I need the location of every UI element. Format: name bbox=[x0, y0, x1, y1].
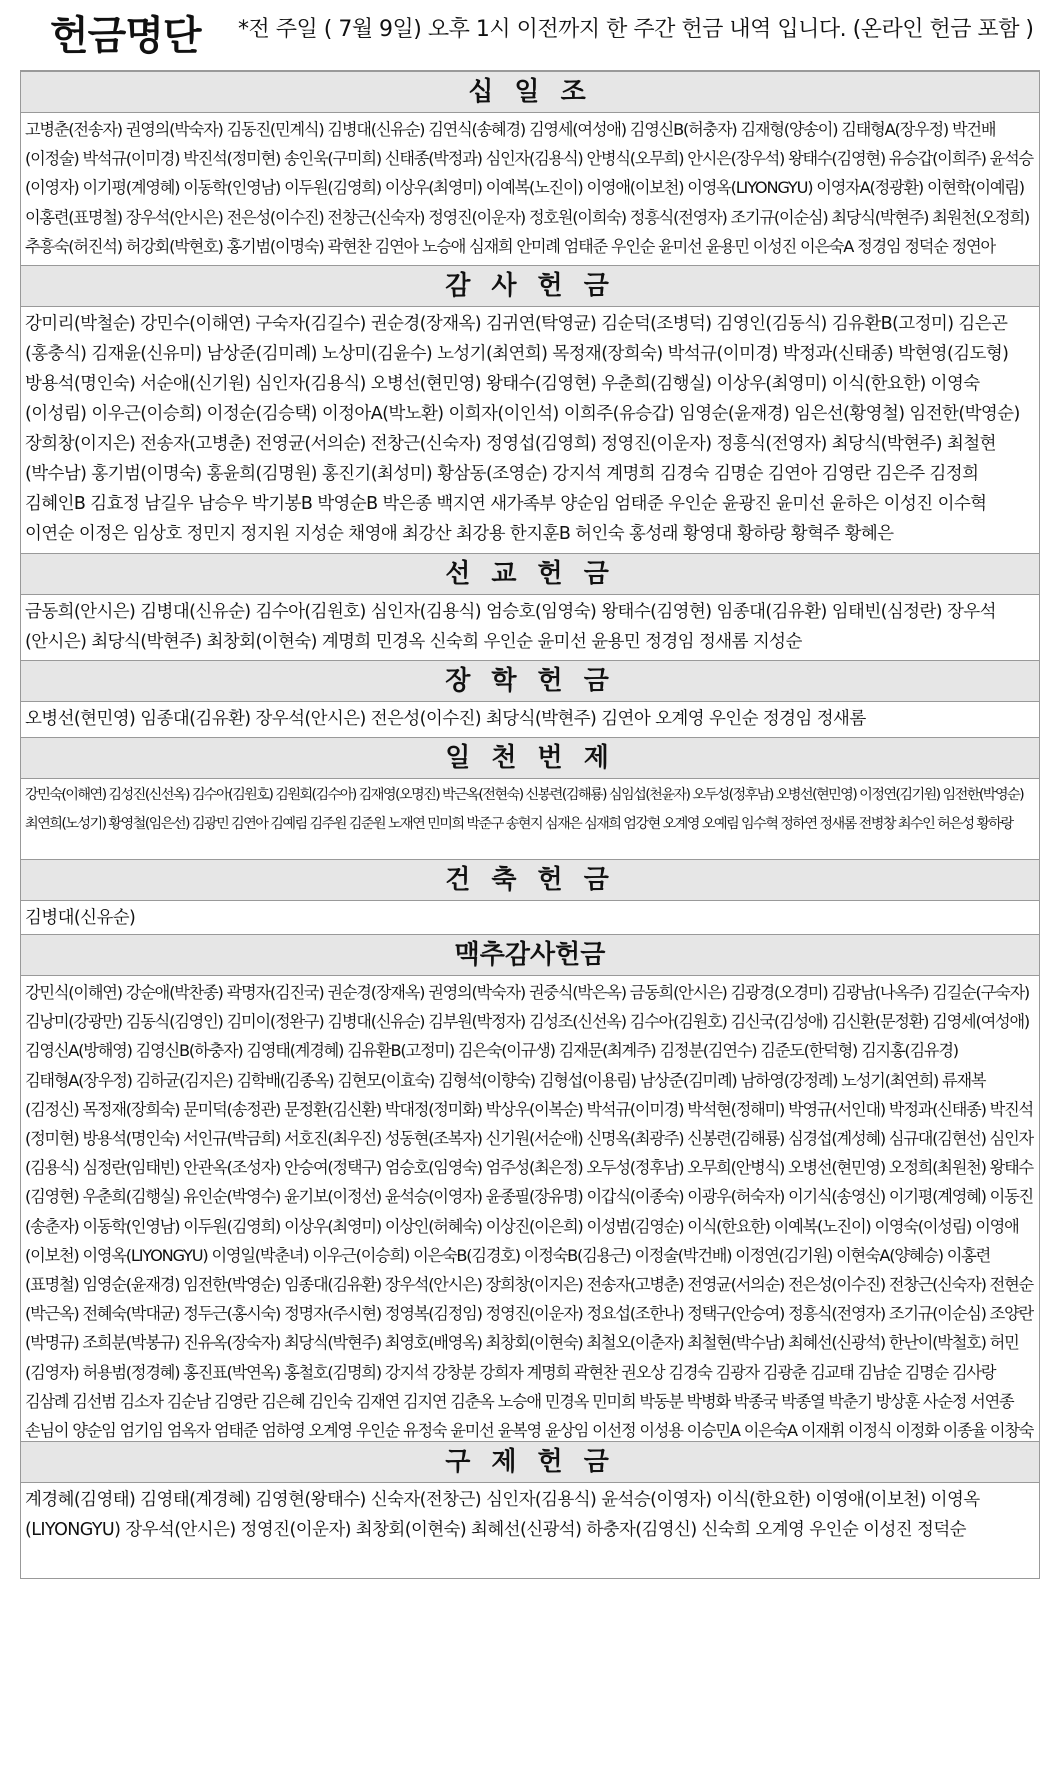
section-title-mission: 선 교 헌 금 bbox=[21, 554, 1039, 595]
section-title-scholarship: 장 학 헌 금 bbox=[21, 661, 1039, 702]
section-names-tithe: 고병춘(전송자) 권영의(박숙자) 김동진(민계식) 김병대(신유순) 김연식(송혜경) 김영세(여성애) 김영신B(허충자) 김재형(양송이) 김태형A(장우정) 박건배(이정술) 박석규(이미경) 박진석(정미현) 송인욱(구미희) 신태종(박정과) 심인자(김용식) 안병식(오무희) 안시은(장우석) 왕태수(김영현) 유승갑(이희주) 윤석승(이영자) 이기평(계영혜) 이동학(인영남) 이두원(김영희) 이상우(최영미) 이예복(노진이) 이영애(이보천) 이영옥(LIYONGYU) 이영자A(정광환) 이현학(이예림) 이홍련(표명철) 장우석(안시은) 전은성(이수진) 전창근(신숙자) 정영진(이운자) 정호원(이희숙) 정흥식(전영자) 조기규(이순심) 최당식(박현주) 최원천(오정희) 추흥숙(허진석) 허강회(박현호) 홍기범(이명숙) 곽현찬 김연아 노승애 심재희 안미례 엄태준 우인순 윤미선 윤용민 이성진 이은숙A 정경임 정덕순 정연아 bbox=[21, 113, 1039, 266]
section-title-thanksgiving: 감 사 헌 금 bbox=[21, 266, 1039, 307]
page-title: 헌금명단 bbox=[50, 13, 201, 59]
section-title-building: 건 축 헌 금 bbox=[21, 860, 1039, 901]
section-names-mission: 금동희(안시은) 김병대(신유순) 김수아(김원호) 심인자(김용식) 엄승호(임영숙) 왕태수(김영현) 임종대(김유환) 임태빈(심정란) 장우석(안시은) 최당식(박현주) 최창회(이현숙) 계명희 민경옥 신숙희 우인순 윤미선 윤용민 정경임 정새롬 지성순 bbox=[21, 595, 1039, 661]
notice-text: *전 주일 ( 7월 9일) 오후 1시 이전까지 한 주간 헌금 내역 입니다. (온라인 헌금 포함 ) bbox=[238, 17, 1034, 42]
section-names-scholarship: 오병선(현민영) 임종대(김유환) 장우석(안시은) 전은성(이수진) 최당식(박현주) 김연아 오계영 우인순 정경임 정새롬 bbox=[21, 702, 1039, 738]
section-names-thousand-offering: 강민숙(이해연) 김성진(신선옥) 김수아(김원호) 김원회(김수아) 김재영(오명진) 박근옥(전현숙) 신봉련(김해룡) 심임섭(천윤자) 오두성(정후남) 오병선(현민영) 이정연(김기원) 임전한(박영순) 최연희(노성기) 황영철(임은선) 김광민 김연아 김예림 김주원 김준원 노재연 민미희 박준구 송현지 심재은 심재희 엄강현 오계영 오예림 임수혁 정하연 정새롬 전병창 최수인 허은성 황하랑 bbox=[21, 779, 1039, 860]
section-title-tithe: 십 일 조 bbox=[21, 72, 1039, 113]
section-title-thousand-offering: 일 천 번 제 bbox=[21, 738, 1039, 779]
section-names-relief: 계경혜(김영태) 김영태(계경혜) 김영현(왕태수) 신숙자(전창근) 심인자(김용식) 윤석승(이영자) 이식(한요한) 이영애(이보천) 이영옥(LIYONGYU) 장우석(안시은) 정영진(이운자) 최창회(이현숙) 최혜선(신광석) 하충자(김영신) 신숙희 오계영 우인순 이성진 정덕순 bbox=[21, 1483, 1039, 1579]
section-names-building: 김병대(신유순) bbox=[21, 901, 1039, 935]
section-names-harvest-thanksgiving: 강민식(이해연) 강순애(박찬종) 곽명자(김진국) 권순경(장재옥) 권영의(박숙자) 권중식(박은옥) 금동희(안시은) 김광경(오경미) 김광남(나옥주) 김길순(구숙자) 김낭미(강광만) 김동식(김영인) 김미이(정완구) 김병대(신유순) 김부원(박정자) 김성조(신선옥) 김수아(김원호) 김신국(김성애) 김신환(문정환) 김영세(여성애) 김영신A(방해영) 김영신B(하충자) 김영태(계경혜) 김유환B(고정미) 김은숙(이규생) 김재문(최계주) 김정분(김연수) 김준도(한덕형) 김지홍(김유경) 김태형A(장우정) 김하균(김지은) 김학배(김종옥) 김현모(이효숙) 김형석(이향숙) 김형섭(이용림) 남상준(김미례) 남하영(강정례) 노성기(최연희) 류재복(김정신) 목정재(장희숙) 문미덕(송정관) 문정환(김신환) 박대정(정미화) 박상우(이복순) 박석규(이미경) 박석현(정해미) 박영규(서인대) 박정과(신태종) 박진석(정미현) 방용석(명인숙) 서인규(박금희) 서호진(최우진) 성동현(조복자) 신기원(서순애) 신명옥(최광주) 신봉련(김해룡) 심경섭(계성혜) 심규대(김현선) 심인자(김용식) 심정란(임태빈) 안관옥(조성자) 안승여(정택구) 엄승호(임영숙) 엄주성(최은정) 오두성(정후남) 오무희(안병식) 오병선(현민영) 오정희(최원천) 왕태수(김영현) 우춘희(김행실) 유인순(박영수) 윤기보(이정선) 윤석승(이영자) 윤종필(장유명) 이갑식(이종숙) 이광우(허숙자) 이기식(송영신) 이기평(계영혜) 이동진(송춘자) 이동학(인영남) 이두원(김영희) 이상우(최영미) 이상인(허혜숙) 이상진(이은희) 이성범(김영순) 이식(한요한) 이예복(노진이) 이영숙(이성림) 이영애(이보천) 이영옥(LIYONGYU) 이영일(박춘녀) 이우근(이승희) 이은숙B(김경호) 이정숙B(김용근) 이정술(박건배) 이정연(김기원) 이현숙A(양혜승) 이홍련(표명철) 임영순(윤재경) 임전한(박영순) 임종대(김유환) 장우석(안시은) 장희창(이지은) 전송자(고병춘) 전영균(서의순) 전은성(이수진) 전창근(신숙자) 전현순(박근옥) 전혜숙(박대균) 정두근(홍시숙) 정명자(주시현) 정영복(김정임) 정영진(이운자) 정요섭(조한나) 정택구(안승여) 정흥식(전영자) 조기규(이순심) 조양란(박명규) 조희분(박봉규) 진유옥(장숙자) 최당식(박현주) 최영호(배영옥) 최창회(이현숙) 최철오(이춘자) 최철현(박수남) 최혜선(신광석) 한난이(박철호) 허민(김영자) 허용범(정경혜) 홍진표(박연옥) 홍철호(김명희) 강지석 강창분 강희자 계명희 곽현찬 권오상 김경숙 김광자 김광춘 김교태 김남순 김명순 김사랑 김삼례 김선범 김소자 김순남 김영란 김은혜 김인숙 김재연 김지연 김춘옥 노승애 민경옥 민미희 박동분 박병화 박종국 박종열 박춘기 방상훈 사순정 서연종 손님이 양순임 엄기임 엄옥자 엄태준 엄하영 오계영 우인순 유정숙 윤미선 윤복영 윤상임 이선정 이성용 이승민A 이은숙A 이재휘 이정식 이정화 이종율 이창숙 bbox=[21, 976, 1039, 1442]
section-title-harvest-thanksgiving: 맥추감사헌금 bbox=[21, 935, 1039, 976]
section-names-thanksgiving: 강미리(박철순) 강민수(이해연) 구숙자(김길수) 권순경(장재옥) 김귀연(탁영균) 김순덕(조병덕) 김영인(김동식) 김유환B(고정미) 김은곤(홍충식) 김재윤(신유미) 남상준(김미례) 노상미(김윤수) 노성기(최연희) 목정재(장희숙) 박석규(이미경) 박정과(신태종) 박현영(김도형) 방용석(명인숙) 서순애(신기원) 심인자(김용식) 오병선(현민영) 왕태수(김영현) 우춘희(김행실) 이상우(최영미) 이식(한요한) 이영숙(이성림) 이우근(이승희) 이정순(김승택) 이정아A(박노환) 이희자(이인석) 이희주(유승갑) 임영순(윤재경) 임은선(황영철) 임전한(박영순) 장희창(이지은) 전송자(고병춘) 전영균(서의순) 전창근(신숙자) 정영섭(김영희) 정영진(이운자) 정흥식(전영자) 최당식(박현주) 최철현(박수남) 홍기범(이명숙) 홍윤희(김명원) 홍진기(최성미) 황삼동(조영순) 강지석 계명희 김경숙 김명순 김연아 김영란 김은주 김정희 김혜인B 김효정 남길우 남승우 박기봉B 박영순B 박은종 백지연 새가족부 양순임 엄태준 우인순 윤광진 윤미선 윤하은 이성진 이수혁 이연순 이정은 임상호 정민지 정지원 지성순 채영애 최강산 최강용 한지훈B 허인숙 홍성래 황영대 황하랑 황혁주 황혜은 bbox=[21, 307, 1039, 554]
section-title-relief: 구 제 헌 금 bbox=[21, 1442, 1039, 1483]
offering-table bbox=[20, 70, 1040, 1579]
header bbox=[0, 0, 1058, 62]
